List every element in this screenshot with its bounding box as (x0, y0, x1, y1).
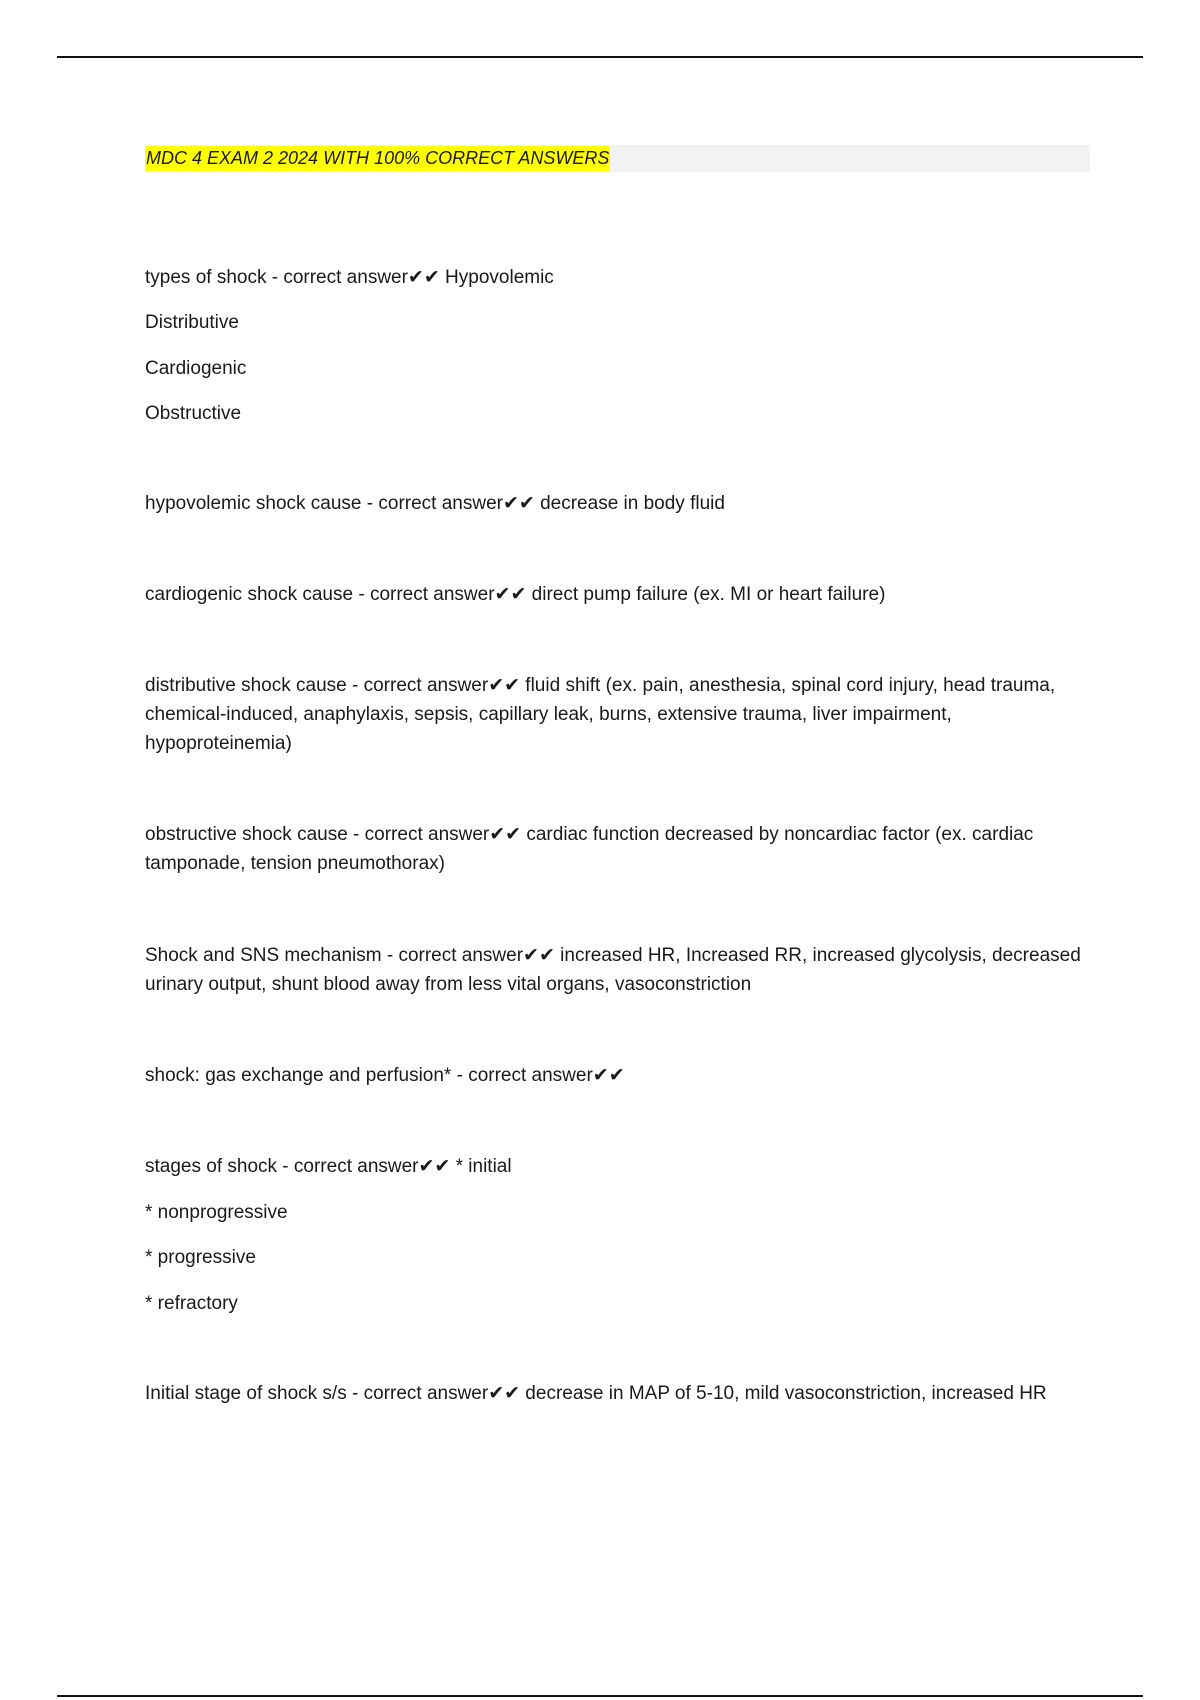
list-item: Obstructive (145, 403, 242, 424)
qa-entry (145, 580, 1090, 609)
qa-entry (145, 1061, 1090, 1090)
qa-text: stages of shock - correct answer✔✔ * initial (145, 1156, 512, 1177)
qa-text: obstructive shock cause - correct answer✔✔ cardiac function decreased by noncardiac factor (ex. cardiac tamponade, tension pneumothorax) (145, 824, 1034, 874)
qa-entry (145, 820, 1090, 878)
list-item: * progressive (145, 1247, 256, 1268)
qa-entry (145, 489, 1090, 518)
qa-text: shock: gas exchange and perfusion* - correct answer✔✔ (145, 1065, 625, 1086)
document-title: MDC 4 EXAM 2 2024 WITH 100% CORRECT ANSWERS (145, 146, 610, 171)
header-rule (57, 56, 1143, 58)
list-item: * refractory (145, 1293, 238, 1314)
qa-entry (145, 263, 1090, 292)
list-item: Cardiogenic (145, 358, 247, 379)
qa-text: distributive shock cause - correct answer✔✔ fluid shift (ex. pain, anesthesia, spinal cord injury, head trauma, chemical-induced, anaphylaxis, sepsis, capillary leak, burns, extensive trauma, liver impairment, hypoproteinemia) (145, 675, 1056, 754)
qa-text: types of shock - correct answer✔✔ Hypovolemic (145, 267, 554, 288)
list-item: * nonprogressive (145, 1202, 288, 1223)
qa-entry (145, 941, 1090, 999)
qa-entry (145, 1152, 1090, 1181)
qa-text: Initial stage of shock s/s - correct answer✔✔ decrease in MAP of 5-10, mild vasoconstriction, increased HR (145, 1383, 1047, 1404)
list-item: Distributive (145, 312, 239, 333)
qa-entry (145, 1379, 1090, 1408)
qa-entry (145, 671, 1090, 758)
qa-text: Shock and SNS mechanism - correct answer✔✔ increased HR, Increased RR, increased glycolysis, decreased urinary output, shunt blood away from less vital organs, vasoconstriction (145, 945, 1081, 995)
footer-rule (57, 1695, 1143, 1697)
qa-text: cardiogenic shock cause - correct answer✔✔ direct pump failure (ex. MI or heart failure) (145, 584, 886, 605)
qa-text: hypovolemic shock cause - correct answer✔✔ decrease in body fluid (145, 493, 725, 514)
